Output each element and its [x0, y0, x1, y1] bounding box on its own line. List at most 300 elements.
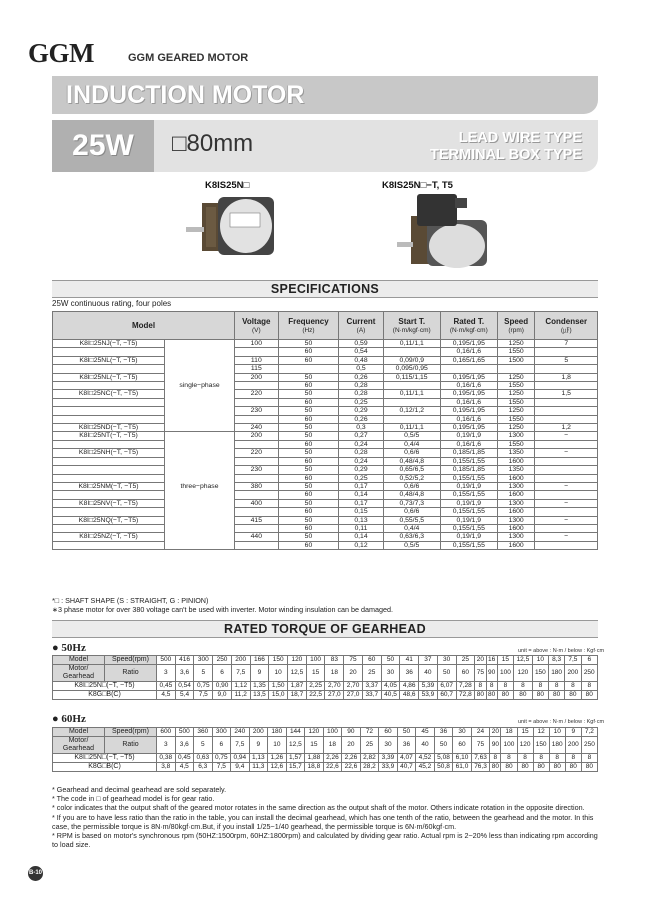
spec-cell: 1,2 [535, 424, 598, 432]
torque-cell: 100 [501, 737, 517, 754]
spec-cell: 0,17 [339, 499, 383, 507]
torque-cell: 600 [157, 728, 176, 737]
spec-cell [53, 524, 165, 532]
torque-cell: 200 [249, 728, 268, 737]
torque-cell: 24 [471, 728, 490, 737]
spec-header-cell: Voltage (V) [235, 312, 279, 340]
spec-cell [535, 348, 598, 356]
torque-cell: 0,90 [213, 682, 232, 691]
torque-cell: 7,5 [565, 656, 581, 665]
torque-cell: 120 [517, 737, 533, 754]
torque-cell: 36 [434, 728, 453, 737]
torque-cell: 7,5 [231, 737, 250, 754]
spec-row [53, 533, 598, 541]
spec-cell: 0,155/1,55 [440, 508, 497, 516]
spec-cell [535, 474, 598, 482]
torque-cell: 30 [379, 737, 398, 754]
spec-cell [383, 398, 440, 406]
spec-cell [535, 415, 598, 423]
spec-row [53, 365, 598, 373]
spec-cell: 60 [278, 474, 339, 482]
spec-cell [53, 457, 165, 465]
torque-cell: 0,63 [194, 754, 213, 763]
page-title: INDUCTION MOTOR [66, 81, 305, 109]
torque-cell: 8 [581, 682, 598, 691]
spec-cell: 1350 [497, 449, 535, 457]
spec-row [53, 373, 598, 381]
spec-cell: K8I□25NL(−T, −T5) [53, 356, 165, 364]
spec-cell: 0,115/1,15 [383, 373, 440, 381]
spec-cell: 0,12/1,2 [383, 407, 440, 415]
torque-cell: 5 [194, 737, 213, 754]
torque-cell: 20 [344, 665, 363, 682]
spec-row [53, 348, 598, 356]
spec-cell: 60 [278, 398, 339, 406]
spec-cell: 0,12 [339, 541, 383, 549]
torque-cell: 20 [491, 728, 499, 735]
torque-cell: 7,5 [212, 763, 231, 772]
torque-cell: 18 [501, 728, 517, 737]
phase-cell [165, 533, 235, 541]
spec-cell [535, 398, 598, 406]
torque-cell: 8 [501, 754, 517, 763]
spec-cell [235, 398, 279, 406]
torque-cell: 4,86 [400, 682, 419, 691]
spec-cell: 0,55/5,5 [383, 516, 440, 524]
torque-cell: 200 [565, 665, 581, 682]
spec-cell: 50 [278, 466, 339, 474]
torque-cell: 1,57 [286, 754, 305, 763]
spec-cell [535, 524, 598, 532]
torque-cell: 60 [453, 737, 472, 754]
torque-cell: 25 [456, 656, 475, 665]
torque-cell: 72,8 [456, 691, 475, 700]
torque-cell: 0,45 [157, 682, 176, 691]
spec-cell [278, 365, 339, 373]
phase-cell [165, 449, 235, 457]
spec-cell: 60 [278, 348, 339, 356]
spec-cell [53, 508, 165, 516]
torque-cell: 22,5 [306, 691, 325, 700]
spec-cell [235, 415, 279, 423]
torque-cell: 61,0 [453, 763, 472, 772]
spec-cell: 1300 [497, 482, 535, 490]
torque-cell: 7,2 [581, 728, 597, 737]
torque-cell: 28,2 [360, 763, 379, 772]
spec-cell: 0,11 [339, 524, 383, 532]
spec-row [53, 466, 598, 474]
spec-cell [235, 508, 279, 516]
spec-cell: 50 [278, 432, 339, 440]
spec-cell: 1250 [497, 390, 535, 398]
torque-cell: 150 [532, 665, 548, 682]
torque-cell: 45,2 [416, 763, 435, 772]
spec-cell: 50 [278, 482, 339, 490]
torque-cell: 80 [486, 691, 497, 700]
torque-cell: 8 [533, 754, 549, 763]
phase-cell [165, 390, 235, 398]
spec-cell [535, 466, 598, 474]
spec-row [53, 398, 598, 406]
torque-cell: 30 [381, 665, 400, 682]
spec-cell [53, 348, 165, 356]
torque-cell: 1,13 [249, 754, 268, 763]
torque-cell: 40 [416, 737, 435, 754]
spec-cell: K8I□25NQ(−T, −T5) [53, 516, 165, 524]
torque-cell: 15 [306, 665, 325, 682]
spec-cell [235, 348, 279, 356]
spec-row [53, 415, 598, 423]
spec-cell: 60 [278, 415, 339, 423]
torque-cell: 18,7 [288, 691, 307, 700]
spec-cell: K8I□25ND(−T, −T5) [53, 424, 165, 432]
torque-cell: 3,8 [157, 763, 176, 772]
spec-cell [53, 382, 165, 390]
spec-cell [383, 348, 440, 356]
spec-cell: 0,095/0,95 [383, 365, 440, 373]
torque-cell: 15 [497, 656, 513, 665]
spec-row [53, 541, 598, 549]
spec-cell: 0,155/1,55 [440, 524, 497, 532]
phase-cell [165, 524, 235, 532]
torque-cell: 10 [532, 656, 548, 665]
spec-cell: 380 [235, 482, 279, 490]
spec-cell: 230 [235, 466, 279, 474]
torque-cell: 80 [549, 691, 565, 700]
spec-cell: 220 [235, 390, 279, 398]
torque-cell: 50,8 [434, 763, 453, 772]
phase-cell [165, 424, 235, 432]
torque-cell: 11,2 [231, 691, 250, 700]
phase-cell [165, 432, 235, 440]
torque-cell: 2,70 [325, 682, 344, 691]
spec-cell: 0,155/1,55 [440, 541, 497, 549]
spec-cell: 0,28 [339, 390, 383, 398]
torque-cell: 6 [581, 656, 598, 665]
spec-cell: 0,155/1,55 [440, 457, 497, 465]
spec-cell: 50 [278, 499, 339, 507]
phase-cell [165, 541, 235, 549]
torque-cell: 60,7 [437, 691, 456, 700]
torque-cell: 90 [486, 665, 497, 682]
spec-cell: 0,16/1,6 [440, 440, 497, 448]
hz60-label: ● 60Hz [52, 713, 86, 725]
spec-cell: 50 [278, 407, 339, 415]
spec-cell [53, 466, 165, 474]
spec-row [53, 382, 598, 390]
torque-cell: 2,25 [306, 682, 325, 691]
spec-cell: 1550 [497, 348, 535, 356]
spec-header-cell: Rated T. (N·m/kgf·cm) [440, 312, 497, 340]
model-banner [52, 120, 598, 172]
spec-row [53, 407, 598, 415]
torque-cell: 80 [549, 763, 565, 772]
spec-cell: 1600 [497, 457, 535, 465]
spec-cell: 200 [235, 432, 279, 440]
torque-cell: 8 [549, 754, 565, 763]
spec-cell: K8I□25NT(−T, −T5) [53, 432, 165, 440]
spec-row [53, 457, 598, 465]
torque-cell: 20 [342, 737, 361, 754]
spec-cell: 50 [278, 449, 339, 457]
spec-cell: 0,11/1,1 [383, 424, 440, 432]
spec-cell [235, 524, 279, 532]
image-caption-1: K8IS25N□ [205, 180, 250, 191]
torque-cell: 100 [323, 728, 342, 737]
torque-cell: 30 [453, 728, 472, 737]
spec-cell [53, 440, 165, 448]
spec-cell: 0,195/1,95 [440, 390, 497, 398]
spec-row [53, 432, 598, 440]
torque-cell: Ratio [105, 665, 157, 682]
torque-cell: 0,75 [194, 682, 213, 691]
torque-cell: 80 [517, 763, 533, 772]
torque-cell: 9 [565, 728, 581, 737]
page-number: B-10 [28, 866, 43, 881]
torque-cell: 8 [565, 682, 581, 691]
phase-cell: single−phase [165, 382, 235, 390]
torque-cell: 5,39 [419, 682, 438, 691]
hz50-label: ● 50Hz [52, 642, 86, 654]
spec-cell: K8I□25NV(−T, −T5) [53, 499, 165, 507]
torque-cell: 3 [157, 737, 176, 754]
spec-cell: 60 [278, 440, 339, 448]
spec-cell: 1300 [497, 516, 535, 524]
spec-cell: 50 [278, 516, 339, 524]
spec-cell: 1300 [497, 499, 535, 507]
spec-cell: 0,165/1,65 [440, 356, 497, 364]
torque-cell: 15 [517, 728, 533, 737]
spec-header-cell: Frequency (Hz) [278, 312, 339, 340]
spec-cell: 50 [278, 533, 339, 541]
torque-cell: Model [53, 728, 105, 737]
spec-cell [535, 365, 598, 373]
torque-cell: 500 [175, 728, 194, 737]
torque-cell: 7,63 [471, 754, 490, 763]
motor-image-lead-wire [180, 193, 280, 265]
phase-cell [165, 466, 235, 474]
spec-cell [440, 365, 497, 373]
torque-cell: 20 [475, 656, 486, 665]
torque-cell: 240 [231, 728, 250, 737]
spec-note-2: ∗3 phase motor for over 380 voltage can't be used with inverter. Motor winding insulation can be damaged. [52, 605, 394, 615]
torque-cell: 5,4 [175, 691, 194, 700]
torque-cell: 0,75 [212, 754, 231, 763]
spec-cell: 1250 [497, 424, 535, 432]
torque-cell: 50 [437, 665, 456, 682]
spec-cell: 5 [535, 356, 598, 364]
torque-cell: 8 [475, 682, 486, 691]
torque-cell: Speed(rpm) [105, 728, 157, 737]
phase-cell [165, 415, 235, 423]
torque-cell: 72 [360, 728, 379, 737]
spec-cell: 0,4/4 [383, 440, 440, 448]
phase-cell [165, 508, 235, 516]
torque-cell: 3,6 [175, 737, 194, 754]
spec-header-cell: Start T. (N·m/kgf·cm) [383, 312, 440, 340]
torque-cell: 150 [533, 737, 549, 754]
spec-section-title: SPECIFICATIONS [52, 280, 598, 298]
torque-cell: Model [53, 656, 105, 665]
torque-cell: K8I□25N□(−T, −T5) [53, 754, 157, 763]
torque-note-2: * The code in □ of gearhead model is for gear ratio. [52, 794, 215, 804]
phase-cell [165, 398, 235, 406]
torque-cell: 45 [416, 728, 435, 737]
torque-cell: Motor/ Gearhead [53, 737, 105, 754]
torque-cell: 4,5 [175, 763, 194, 772]
spec-cell: 0,15 [339, 508, 383, 516]
torque-cell: 25 [362, 665, 381, 682]
torque-cell: 300 [194, 656, 213, 665]
spec-cell: 0,09/0,9 [383, 356, 440, 364]
spec-cell [535, 440, 598, 448]
spec-notes [52, 596, 393, 614]
spec-row [53, 508, 598, 516]
torque-cell: 18,8 [305, 763, 324, 772]
torque-cell: 18 [323, 737, 342, 754]
torque-cell: 80 [565, 691, 581, 700]
spec-cell [235, 382, 279, 390]
spec-cell: 0,155/1,55 [440, 491, 497, 499]
torque-cell: 11,3 [249, 763, 268, 772]
torque-cell: 2,82 [360, 754, 379, 763]
torque-cell: 6 [212, 737, 231, 754]
torque-note-1: * Gearhead and decimal gearhead are sold separately. [52, 785, 227, 794]
spec-cell [535, 407, 598, 415]
spec-row [53, 499, 598, 507]
torque-cell: Motor/ Gearhead [53, 665, 105, 682]
spec-cell: 220 [235, 449, 279, 457]
spec-cell: 0,11/1,1 [383, 340, 440, 348]
torque-cell: 50 [397, 728, 416, 737]
torque-cell: 8 [517, 754, 533, 763]
spec-cell: 1,5 [535, 390, 598, 398]
torque-cell: 80 [501, 763, 517, 772]
torque-cell: 80 [533, 763, 549, 772]
spec-cell: 0,11/1,1 [383, 390, 440, 398]
torque-cell: 8 [549, 682, 565, 691]
spec-cell [535, 508, 598, 516]
spec-row [53, 491, 598, 499]
spec-cell: 115 [235, 365, 279, 373]
spec-cell: 1600 [497, 541, 535, 549]
torque-cell: 250 [213, 656, 232, 665]
phase-cell [165, 407, 235, 415]
spec-cell: 7 [535, 340, 598, 348]
torque-cell: 4,52 [416, 754, 435, 763]
torque-cell: 76,3 [471, 763, 490, 772]
spec-cell: − [535, 533, 598, 541]
spec-cell: 0,5/5 [383, 541, 440, 549]
torque-cell: 33,9 [379, 763, 398, 772]
spec-cell: 0,26 [339, 415, 383, 423]
spec-cell: 0,65/6,5 [383, 466, 440, 474]
spec-cell: 1600 [497, 524, 535, 532]
spec-row [53, 440, 598, 448]
spec-cell [235, 474, 279, 482]
phase-cell [165, 516, 235, 524]
spec-cell: 1500 [497, 356, 535, 364]
spec-header-cell: Model [53, 312, 235, 340]
spec-cell: 60 [278, 524, 339, 532]
spec-cell [53, 474, 165, 482]
brand-logo: GGM [28, 38, 94, 68]
spec-cell: 50 [278, 390, 339, 398]
torque-notes [52, 785, 598, 849]
torque-cell: 2,26 [342, 754, 361, 763]
torque-cell: 40,5 [381, 691, 400, 700]
spec-cell: − [535, 449, 598, 457]
spec-cell: 0,185/1,85 [440, 466, 497, 474]
torque-cell: 6,3 [194, 763, 213, 772]
torque-cell: 9,0 [213, 691, 232, 700]
torque-cell: 36 [397, 737, 416, 754]
torque-cell: 15,0 [269, 691, 288, 700]
torque-cell: 8 [490, 754, 501, 763]
torque-cell: 1,26 [268, 754, 287, 763]
spec-cell [497, 365, 535, 373]
torque-cell: 1,12 [231, 682, 250, 691]
spec-row [53, 482, 598, 490]
torque-cell: 60 [362, 656, 381, 665]
spec-cell: 1550 [497, 382, 535, 390]
lead-wire-type: LEAD WIRE TYPE [458, 130, 582, 146]
torque-cell: 8 [514, 682, 533, 691]
spec-cell: 60 [278, 508, 339, 516]
image-caption-2: K8IS25N□−T, T5 [382, 180, 453, 191]
spec-cell: 240 [235, 424, 279, 432]
torque-cell: 180 [549, 737, 565, 754]
spec-cell: 0,5/5 [383, 432, 440, 440]
spec-cell: 0,27 [339, 432, 383, 440]
spec-cell: 0,14 [339, 491, 383, 499]
terminal-box-type: TERMINAL BOX TYPE [430, 147, 582, 163]
phase-cell [165, 499, 235, 507]
torque-cell: 18 [325, 665, 344, 682]
spec-cell: 0,19/1,9 [440, 533, 497, 541]
spec-cell: 230 [235, 407, 279, 415]
torque-cell: K8G□B(C) [53, 763, 157, 772]
torque-cell: 8 [565, 754, 581, 763]
torque-cell: 22,6 [323, 763, 342, 772]
spec-cell: K8I□25NJ(−T, −T5) [53, 340, 165, 348]
torque-cell: 37 [419, 656, 438, 665]
spec-row [53, 424, 598, 432]
torque-cell: 500 [157, 656, 176, 665]
spec-cell [235, 491, 279, 499]
spec-cell: 60 [278, 457, 339, 465]
phase-cell [165, 356, 235, 364]
spec-cell [53, 415, 165, 423]
torque-cell: 3,6 [175, 665, 194, 682]
torque-cell: 83 [325, 656, 344, 665]
spec-row [53, 356, 598, 364]
torque-cell: 41 [400, 656, 419, 665]
torque-cell: 180 [549, 665, 565, 682]
phase-cell [165, 474, 235, 482]
spec-cell: − [535, 516, 598, 524]
phase-cell: three−phase [165, 482, 235, 490]
torque-cell: 6 [213, 665, 232, 682]
spec-row [53, 340, 598, 348]
spec-cell: 0,63/6,3 [383, 533, 440, 541]
torque-cell: 7,28 [456, 682, 475, 691]
spec-cell: 1250 [497, 373, 535, 381]
torque-cell: 27,0 [325, 691, 344, 700]
torque-cell: 27,0 [344, 691, 363, 700]
spec-cell [235, 541, 279, 549]
spec-cell: 0,4/4 [383, 524, 440, 532]
